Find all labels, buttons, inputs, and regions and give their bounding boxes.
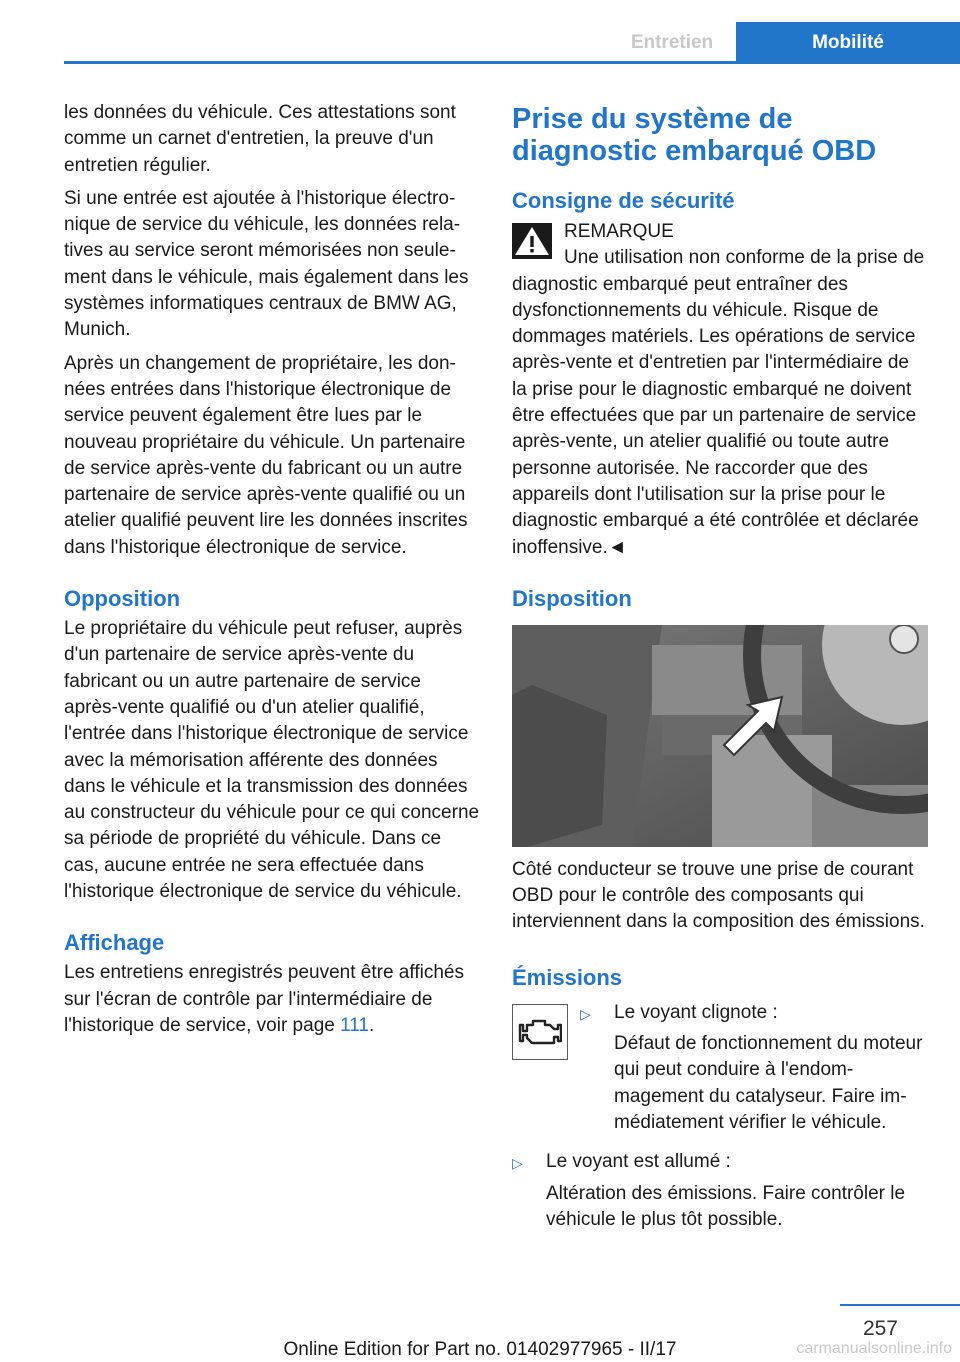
- list-item-voyant-clignote: [580, 1000, 928, 1141]
- page-number: 257: [862, 1317, 898, 1340]
- left-column: [64, 100, 480, 1046]
- footer-rule: [840, 1304, 960, 1306]
- dashboard-illustration: [512, 625, 928, 847]
- voyant-clignote-title: Le voyant clignote :: [614, 1001, 778, 1023]
- bullet-triangle-icon: ▷: [580, 1005, 591, 1022]
- paragraph-opposition: Le propriétaire du véhicule peut refuser, auprès d'un partenaire de service après-vente du fabricant ou un autre partenaire de service après-vente qualifié ou d'un atelier qualifié, l'entrée dans l'historique électronique de service avec la mémorisation afférente des données dans le véhicule et la transmission des données au constructeur du véhicule pour ce qui concerne sa période de propriété du véhicule. Dans ce cas, aucune entrée ne sera effectuée dans l'historique électronique de service du véhicule.: [64, 618, 480, 903]
- warning-label: REMARQUE: [564, 221, 674, 242]
- warning-triangle-icon: [512, 223, 552, 259]
- paragraph-affichage: [64, 960, 480, 1039]
- warning-block: [512, 219, 928, 561]
- emissions-block: [512, 1000, 928, 1141]
- voyant-allume-title: Le voyant est allumé :: [546, 1151, 731, 1173]
- warning-text: Une utilisation non conforme de la prise de diagnostic embarqué peut entraîner des dysfonctionnements du véhicule. Risque de dommages matériels. Les opérations de service après-vente et d'entretien par l'intermédiaire de la prise pour le diagnostic embarqué ne doivent être effectuées que par un partenaire de service après-vente, un atelier qualifié ou toute autre personne autorisée. Ne raccorder que des appareils dont l'utilisation sur la prise pour le diagnostic embarqué a été contrôlée et déclarée inoffensive.◄: [512, 247, 925, 558]
- engine-warning-lamp: [512, 1004, 568, 1060]
- affichage-end: .: [369, 1014, 375, 1036]
- bullet-triangle-icon: ▷: [512, 1155, 523, 1172]
- paragraph-historique: Si une entrée est ajoutée à l'historique électronique de service du véhicule, les données relatives au service seront mémorisées non seulement dans le véhicule, mais également dans les systèmes informatiques centraux de BMW AG, Munich.: [64, 187, 469, 341]
- edition-footer: Online Edition for Part no. 01402977965 - II/17: [283, 1339, 677, 1360]
- page-link-111[interactable]: 111: [340, 1014, 369, 1036]
- tab-mobilite[interactable]: Mobilité: [736, 22, 960, 64]
- paragraph-attestations: les données du véhicule. Ces attestations sont comme un carnet d'entretien, la preuve d'un entretien régulier.: [64, 102, 456, 176]
- watermark: carmanualsonline.info: [796, 1340, 952, 1357]
- heading-disposition: Disposition: [512, 585, 632, 611]
- tab-entretien[interactable]: Entretien: [630, 32, 714, 53]
- affichage-text: Les entretiens enregistrés peuvent être affichés sur l'écran de contrôle par l'intermédiaire de l'historique de service, voir page: [64, 962, 464, 1036]
- header-rule: [64, 61, 960, 64]
- heading-emissions: Émissions: [512, 964, 623, 990]
- heading-opposition: Opposition: [64, 586, 181, 612]
- right-column: [512, 100, 928, 1238]
- voyant-allume-text: Altération des émissions. Faire contrôler le véhicule le plus tôt possible.: [546, 1182, 906, 1230]
- engine-icon: [518, 1017, 562, 1047]
- voyant-clignote-text: Défaut de fonctionnement du moteur qui peut conduire à l'endommagement du catalyseur. Faire immédiatement vérifier le véhicule.: [614, 1033, 923, 1133]
- page-header: [0, 0, 960, 64]
- heading-consigne: Consigne de sécurité: [512, 188, 735, 213]
- obd-location-photo: [512, 625, 928, 847]
- paragraph-changement-proprietaire: Après un changement de propriétaire, les données entrées dans l'historique électronique de service peuvent également être lues par le nouveau propriétaire du véhicule. Un partenaire de service après-vente du fabricant ou un autre partenaire de service après-vente qualifié ou un atelier qualifié peuvent lire les données inscrites dans l'historique électronique de service.: [64, 352, 468, 558]
- paragraph-disposition: Côté conducteur se trouve une prise de courant OBD pour le contrôle des composants qui interviennent dans la composition des émissions.: [512, 858, 925, 933]
- list-item-voyant-allume: [512, 1149, 928, 1238]
- section-title-obd: Prise du système de diagnostic embarqué OBD: [512, 103, 877, 167]
- heading-affichage: Affichage: [64, 930, 165, 956]
